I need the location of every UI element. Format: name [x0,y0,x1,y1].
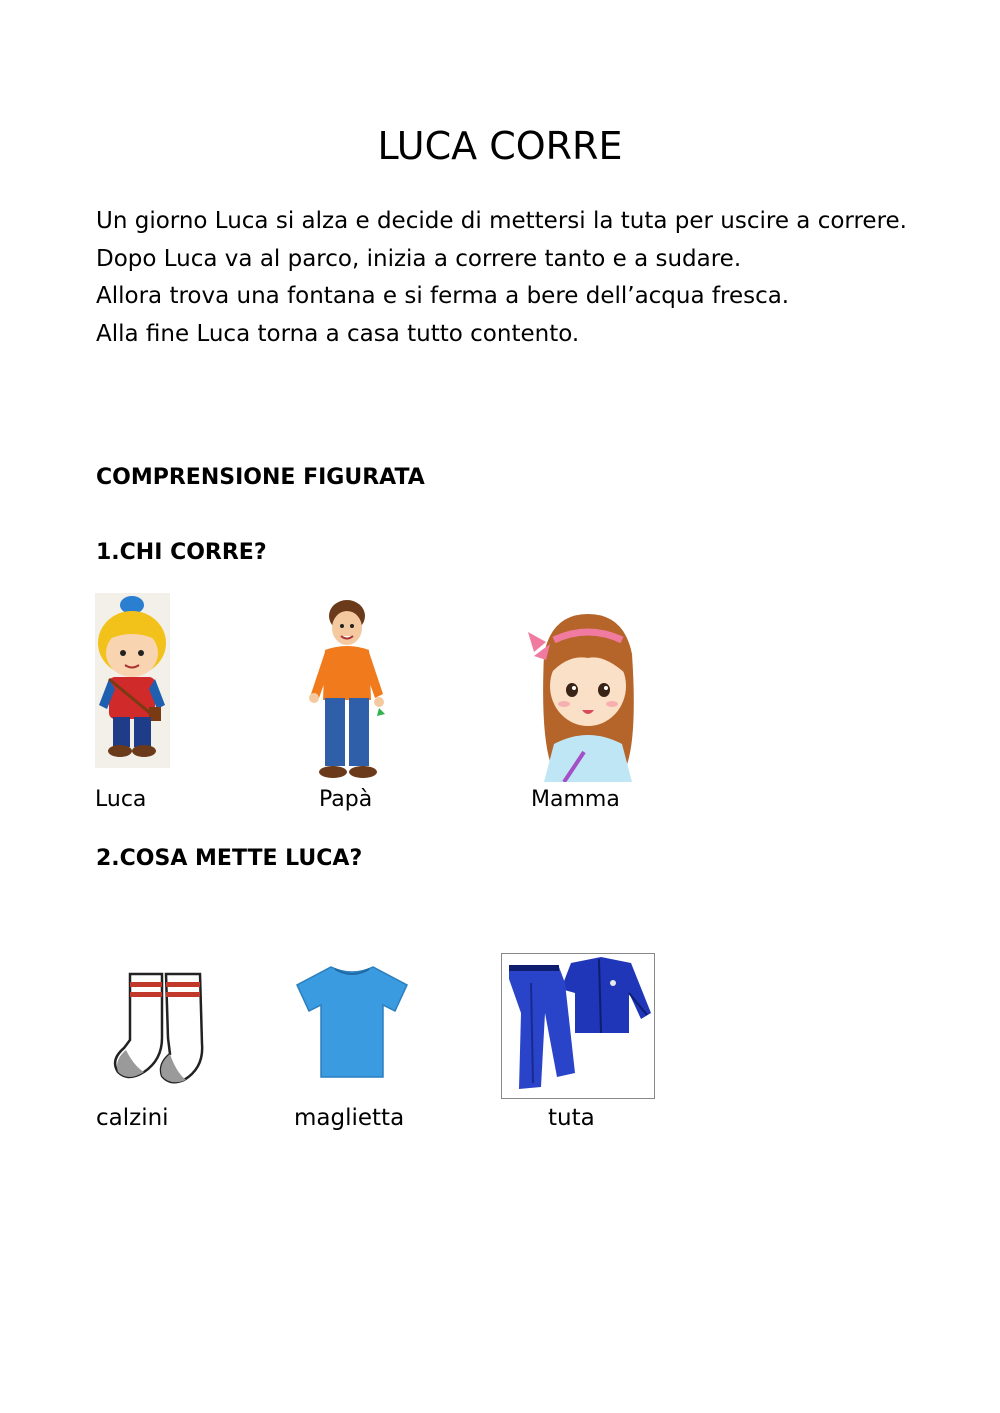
papa-man-image[interactable] [305,598,385,780]
story-text [96,203,911,353]
section-heading: COMPRENSIONE FIGURATA [96,465,425,490]
option-mamma-label: Mamma [531,787,620,812]
mamma-girl-image[interactable] [524,594,654,782]
option-calzini-label: calzini [96,1105,169,1131]
option-tuta-label: tuta [548,1105,595,1131]
question-1: 1.CHI CORRE? [96,540,267,565]
option-papa-label: Papà [319,787,373,812]
tshirt-image[interactable] [295,963,409,1081]
tracksuit-image[interactable] [501,953,655,1099]
story-line-2: Dopo Luca va al parco, inizia a correre tanto e a sudare. [96,245,742,272]
option-maglietta-label: maglietta [294,1105,405,1131]
question-2: 2.COSA METTE LUCA? [96,846,363,871]
story-line-1: Un giorno Luca si alza e decide di mettersi la tuta per uscire a correre. [96,208,907,234]
story-line-4: Alla fine Luca torna a casa tutto contento. [96,320,580,347]
option-luca-label: Luca [95,787,147,812]
socks-image[interactable] [110,968,216,1088]
story-line-3: Allora trova una fontana e si ferma a bere dell’acqua fresca. [96,283,790,309]
page-title: LUCA CORRE [377,124,623,168]
luca-boy-image[interactable] [95,593,170,768]
